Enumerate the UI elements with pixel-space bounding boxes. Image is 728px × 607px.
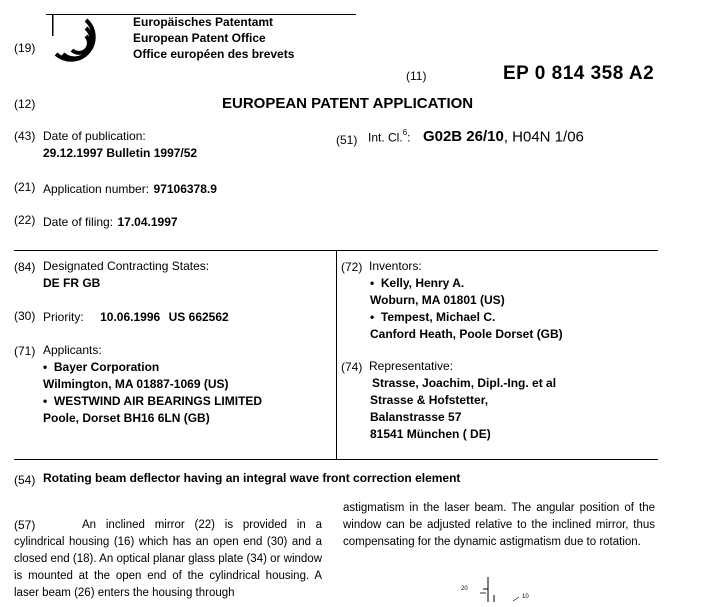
- representative-line: Strasse & Hofstetter,: [370, 393, 489, 407]
- applicants-label: Applicants:: [43, 343, 102, 357]
- document-type: EUROPEAN PATENT APPLICATION: [222, 95, 474, 112]
- inventor-name: • Kelly, Henry A.: [370, 276, 465, 290]
- representative-line: Balanstrasse 57: [370, 410, 462, 424]
- epo-logo: [46, 14, 108, 74]
- office-name-de: Europäisches Patentamt: [133, 15, 274, 29]
- biblio-bottom-rule: [14, 459, 658, 460]
- code-51: (51): [336, 133, 358, 147]
- abstract-right-column: [343, 500, 655, 551]
- code-43: (43): [14, 129, 36, 143]
- applicant-name: • Bayer Corporation: [43, 360, 160, 374]
- applicant-address: Wilmington, MA 01887-1069 (US): [43, 377, 229, 391]
- filing-date-value: 17.04.1997: [117, 215, 178, 229]
- int-cl-label: Int. Cl.: [368, 130, 403, 145]
- code-22: (22): [14, 213, 36, 227]
- abstract-right-text: astigmatism in the laser beam. The angular position of the window can be adjusted relative to the inclined mirror, thus compensating for the dynamic astigmatism due to rotation.: [343, 502, 655, 548]
- states-label: Designated Contracting States:: [43, 259, 210, 273]
- code-57: (57): [14, 518, 36, 532]
- representative-line: 81541 München ( DE): [370, 427, 491, 441]
- office-names: [133, 14, 294, 62]
- code-54: (54): [14, 473, 36, 487]
- code-84: (84): [14, 260, 36, 274]
- figure-label: 20: [461, 586, 468, 592]
- int-cl-sup: 6: [402, 128, 408, 137]
- code-12: (12): [14, 97, 36, 111]
- representative-label: Representative:: [369, 359, 454, 373]
- code-21: (21): [14, 180, 36, 194]
- pub-date-value: 29.12.1997 Bulletin 1997/52: [43, 146, 198, 160]
- app-number: [43, 180, 217, 198]
- pub-date-label: Date of publication:: [43, 129, 146, 143]
- biblio-divider: [336, 251, 337, 459]
- code-74: (74): [341, 360, 363, 374]
- app-number-value: 97106378.9: [153, 182, 217, 196]
- code-72: (72): [341, 260, 363, 274]
- figure-label: 10: [522, 594, 529, 600]
- publication-number: EP 0 814 358 A2: [503, 63, 655, 84]
- invention-title: Rotating beam deflector having an integral wave front correction element: [43, 471, 461, 485]
- priority: [43, 308, 229, 326]
- int-cl-secondary: , H04N 1/06: [503, 128, 584, 146]
- code-71: (71): [14, 344, 36, 358]
- applicant-address: Poole, Dorset BH16 6LN (GB): [43, 411, 210, 425]
- abstract-left-column: [14, 517, 322, 602]
- int-cl: Int. Cl.$^6$: G02B 26/10, H04N 1/06: [368, 128, 584, 146]
- inventors-label: Inventors:: [369, 259, 422, 273]
- office-name-fr: Office européen des brevets: [133, 47, 295, 61]
- code-19: (19): [14, 41, 36, 55]
- app-number-label: Application number:: [43, 182, 150, 196]
- applicant-name: • WESTWIND AIR BEARINGS LIMITED: [43, 394, 263, 408]
- filing-date-label: Date of filing:: [43, 215, 114, 229]
- priority-date: 10.06.1996: [100, 310, 161, 324]
- int-cl-primary: G02B 26/10: [422, 128, 504, 146]
- representative-line: Strasse, Joachim, Dipl.-Ing. et al: [372, 376, 557, 390]
- code-30: (30): [14, 309, 36, 323]
- inventor-address: Canford Heath, Poole Dorset (GB): [370, 327, 563, 341]
- office-name-en: European Patent Office: [133, 31, 266, 45]
- filing-date: [43, 213, 178, 231]
- priority-number: US 662562: [168, 310, 229, 324]
- inventor-name: • Tempest, Michael C.: [370, 310, 496, 324]
- inventor-address: Woburn, MA 01801 (US): [370, 293, 505, 307]
- priority-label: Priority:: [43, 310, 84, 324]
- abstract-left-text: An inclined mirror (22) is provided in a cylindrical housing (16) which has an open end (30) and a closed end (18). An optical planar glass plate (34) or window is mounted at the open end of the cylindrical housing. A laser beam (26) enters the housing through: [14, 519, 322, 599]
- figure-drawing: [455, 575, 545, 602]
- states-value: DE FR GB: [43, 276, 101, 290]
- code-11: (11): [406, 69, 427, 83]
